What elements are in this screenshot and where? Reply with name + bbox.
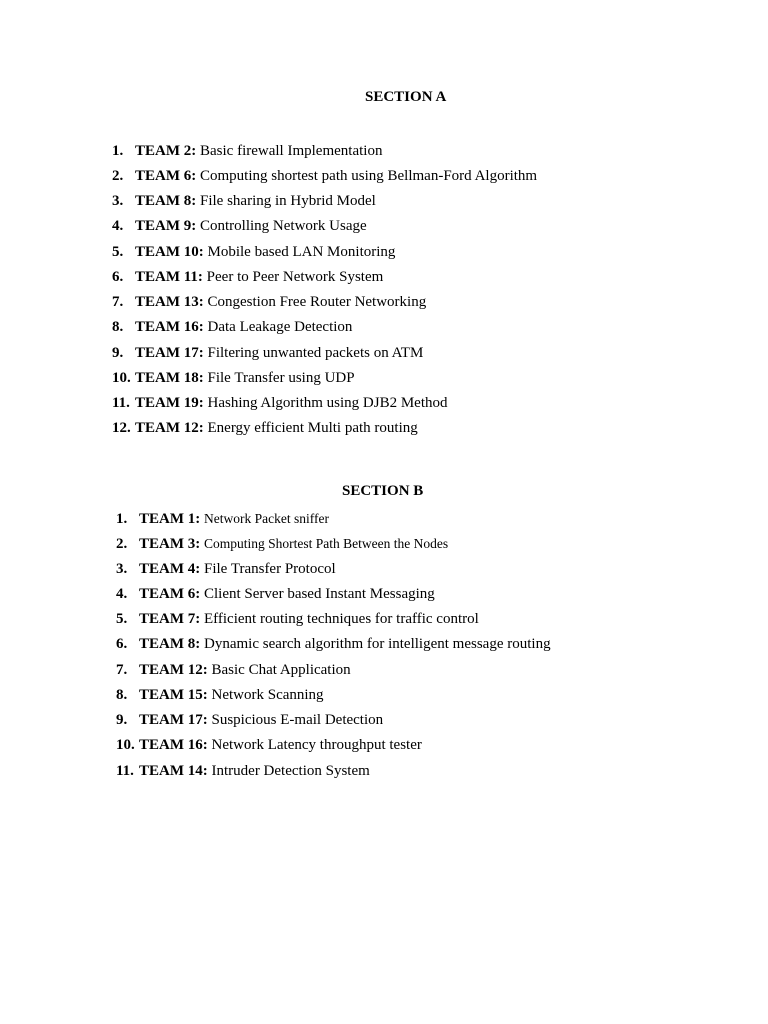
section-a-heading: SECTION A [365, 89, 447, 105]
project-title: Client Server based Instant Messaging [204, 586, 435, 602]
team-label: TEAM 3: [139, 536, 201, 552]
team-label: TEAM 14: [139, 763, 208, 779]
team-label: TEAM 1: [139, 511, 201, 527]
project-title: Filtering unwanted packets on ATM [207, 345, 424, 361]
section-b-heading: SECTION B [342, 483, 424, 499]
project-title: Intruder Detection System [211, 763, 370, 779]
item-number: 9. [116, 712, 128, 728]
project-title: Hashing Algorithm using DJB2 Method [207, 395, 448, 411]
team-label: TEAM 2: [135, 143, 197, 159]
project-title: Congestion Free Router Networking [207, 294, 427, 310]
team-label: TEAM 7: [139, 611, 201, 627]
item-number: 10. [112, 370, 131, 386]
item-number: 10. [116, 737, 135, 753]
item-number: 6. [116, 636, 128, 652]
team-label: TEAM 12: [139, 662, 208, 678]
team-label: TEAM 4: [139, 561, 201, 577]
item-number: 11. [112, 395, 130, 411]
team-label: TEAM 16: [139, 737, 208, 753]
item-number: 1. [112, 143, 124, 159]
team-label: TEAM 16: [135, 319, 204, 335]
item-number: 12. [112, 420, 131, 436]
project-title: Controlling Network Usage [200, 218, 367, 234]
project-title: Efficient routing techniques for traffic control [204, 611, 479, 627]
project-title: Basic firewall Implementation [200, 143, 383, 159]
team-label: TEAM 13: [135, 294, 204, 310]
team-label: TEAM 17: [139, 712, 208, 728]
item-number: 8. [116, 687, 128, 703]
item-number: 3. [116, 561, 128, 577]
team-label: TEAM 17: [135, 345, 204, 361]
team-label: TEAM 18: [135, 370, 204, 386]
team-label: TEAM 12: [135, 420, 204, 436]
item-number: 2. [116, 536, 128, 552]
team-label: TEAM 6: [135, 168, 197, 184]
item-number: 7. [116, 662, 128, 678]
team-label: TEAM 8: [139, 636, 201, 652]
project-title: File Transfer Protocol [204, 561, 336, 577]
item-number: 7. [112, 294, 124, 310]
project-title: File Transfer using UDP [207, 370, 355, 386]
project-title: Peer to Peer Network System [206, 269, 384, 285]
team-label: TEAM 9: [135, 218, 197, 234]
item-number: 4. [116, 586, 128, 602]
project-title: Network Scanning [211, 687, 324, 703]
item-number: 9. [112, 345, 124, 361]
project-title: Computing shortest path using Bellman-Ford Algorithm [200, 168, 538, 184]
team-label: TEAM 19: [135, 395, 204, 411]
project-title: Data Leakage Detection [207, 319, 353, 335]
project-title: Mobile based LAN Monitoring [207, 244, 396, 260]
team-label: TEAM 11: [135, 269, 203, 285]
project-title: Energy efficient Multi path routing [207, 420, 418, 436]
item-number: 3. [112, 193, 124, 209]
team-label: TEAM 6: [139, 586, 201, 602]
project-title: Network Packet sniffer [204, 511, 329, 526]
item-number: 11. [116, 763, 134, 779]
project-title: Basic Chat Application [211, 662, 351, 678]
team-label: TEAM 8: [135, 193, 197, 209]
team-label: TEAM 10: [135, 244, 204, 260]
item-number: 2. [112, 168, 124, 184]
item-number: 1. [116, 511, 128, 527]
team-label: TEAM 15: [139, 687, 208, 703]
item-number: 6. [112, 269, 124, 285]
item-number: 5. [116, 611, 128, 627]
item-number: 5. [112, 244, 124, 260]
project-title: Dynamic search algorithm for intelligent message routing [204, 636, 551, 652]
project-title: File sharing in Hybrid Model [200, 193, 376, 209]
item-number: 8. [112, 319, 124, 335]
project-title: Network Latency throughput tester [211, 737, 422, 753]
project-title: Suspicious E-mail Detection [211, 712, 384, 728]
item-number: 4. [112, 218, 124, 234]
project-title: Computing Shortest Path Between the Nodes [204, 536, 449, 551]
